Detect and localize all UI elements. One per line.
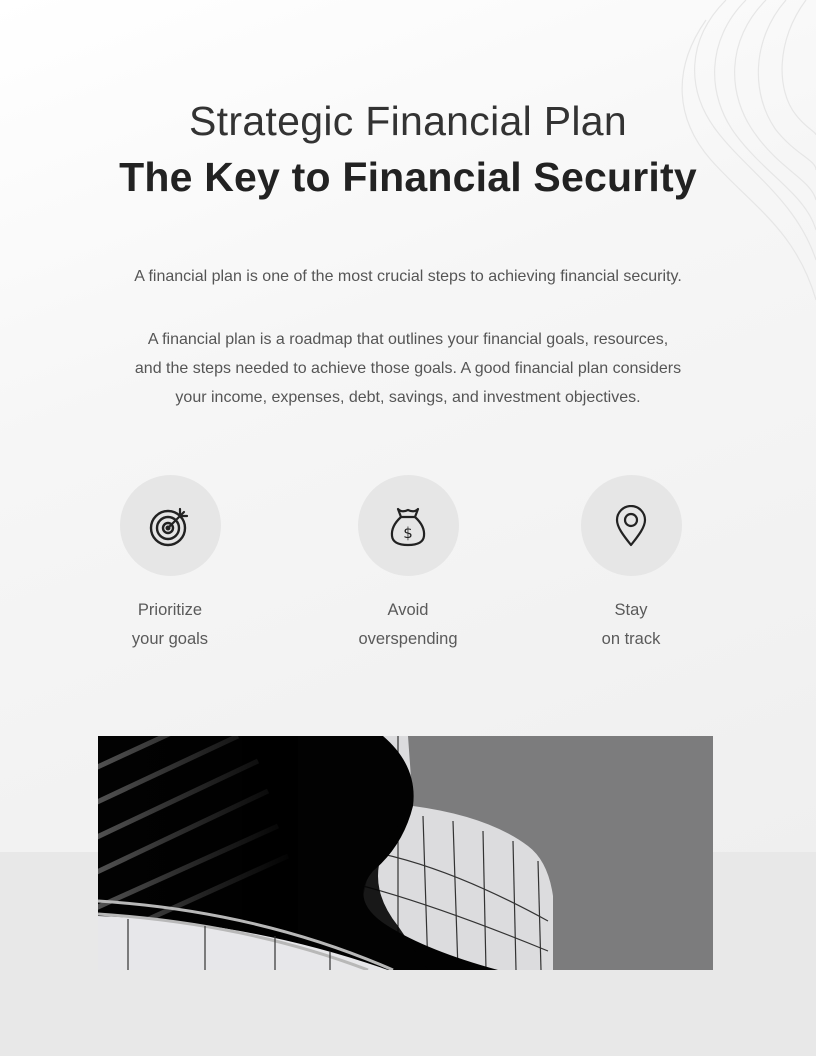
lead-sentence: A financial plan is one of the most crucial steps to achieving financial security.: [134, 268, 682, 285]
target-icon: [148, 504, 192, 548]
architecture-photo: [98, 736, 713, 970]
paragraph-line: and the steps needed to achieve those goals. A good financial plan considers: [134, 360, 682, 377]
page-title-light: Strategic Financial Plan: [189, 98, 627, 144]
icon-circle: [581, 475, 682, 576]
page-title-bold: The Key to Financial Security: [119, 154, 697, 200]
intro-paragraph: [108, 325, 708, 412]
feature-label-line1: Prioritize: [137, 601, 203, 619]
feature-stay-on-track: [531, 475, 731, 654]
feature-prioritize-goals: [70, 475, 270, 654]
icon-circle: [120, 475, 221, 576]
paragraph-line: your income, expenses, debt, savings, and investment objectives.: [175, 389, 641, 406]
feature-label-line1: Avoid: [387, 601, 429, 619]
feature-label: [308, 596, 508, 654]
feature-label-line2: overspending: [358, 630, 458, 648]
feature-avoid-overspending: [308, 475, 508, 654]
money-bag-icon: [388, 504, 428, 548]
feature-label-line2: your goals: [131, 630, 209, 648]
svg-text:$: $: [403, 523, 413, 542]
feature-label: [531, 596, 731, 654]
paragraph-line: A financial plan is a roadmap that outlines your financial goals, resources,: [147, 331, 669, 348]
feature-label-line1: Stay: [614, 601, 648, 619]
feature-label: [70, 596, 270, 654]
feature-label-line2: on track: [601, 630, 661, 648]
location-pin-icon: [614, 505, 648, 547]
icon-circle: [358, 475, 459, 576]
